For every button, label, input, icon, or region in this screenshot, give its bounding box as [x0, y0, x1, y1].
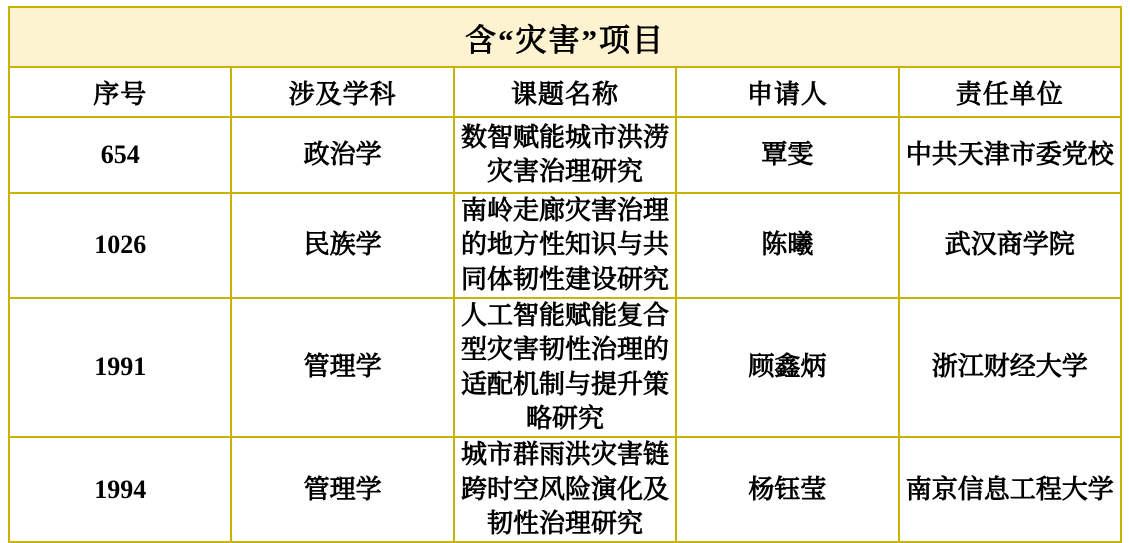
column-header-unit: 责任单位 — [899, 67, 1121, 117]
column-header-applicant: 申请人 — [676, 67, 898, 117]
cell-discipline: 管理学 — [231, 437, 453, 542]
table-title: 含“灾害”项目 — [9, 7, 1121, 67]
project-table — [8, 6, 1122, 543]
cell-unit: 武汉商学院 — [899, 193, 1121, 298]
cell-discipline: 管理学 — [231, 298, 453, 437]
table-header-row — [9, 67, 1121, 117]
cell-seq: 1026 — [9, 193, 231, 298]
cell-seq: 654 — [9, 117, 231, 193]
cell-topic: 城市群雨洪灾害链跨时空风险演化及韧性治理研究 — [454, 437, 676, 542]
cell-seq: 1994 — [9, 437, 231, 542]
table-title-row — [9, 7, 1121, 67]
cell-discipline: 政治学 — [231, 117, 453, 193]
cell-topic: 南岭走廊灾害治理的地方性知识与共同体韧性建设研究 — [454, 193, 676, 298]
cell-topic: 数智赋能城市洪涝灾害治理研究 — [454, 117, 676, 193]
cell-seq: 1991 — [9, 298, 231, 437]
table-row — [9, 437, 1121, 542]
cell-applicant: 杨钰莹 — [676, 437, 898, 542]
table-row — [9, 193, 1121, 298]
cell-unit: 浙江财经大学 — [899, 298, 1121, 437]
cell-unit: 中共天津市委党校 — [899, 117, 1121, 193]
column-header-discipline: 涉及学科 — [231, 67, 453, 117]
cell-topic: 人工智能赋能复合型灾害韧性治理的适配机制与提升策略研究 — [454, 298, 676, 437]
cell-applicant: 顾鑫炳 — [676, 298, 898, 437]
cell-applicant: 覃雯 — [676, 117, 898, 193]
column-header-topic: 课题名称 — [454, 67, 676, 117]
table-row — [9, 117, 1121, 193]
cell-applicant: 陈曦 — [676, 193, 898, 298]
cell-discipline: 民族学 — [231, 193, 453, 298]
cell-unit: 南京信息工程大学 — [899, 437, 1121, 542]
table-row — [9, 298, 1121, 437]
column-header-seq: 序号 — [9, 67, 231, 117]
